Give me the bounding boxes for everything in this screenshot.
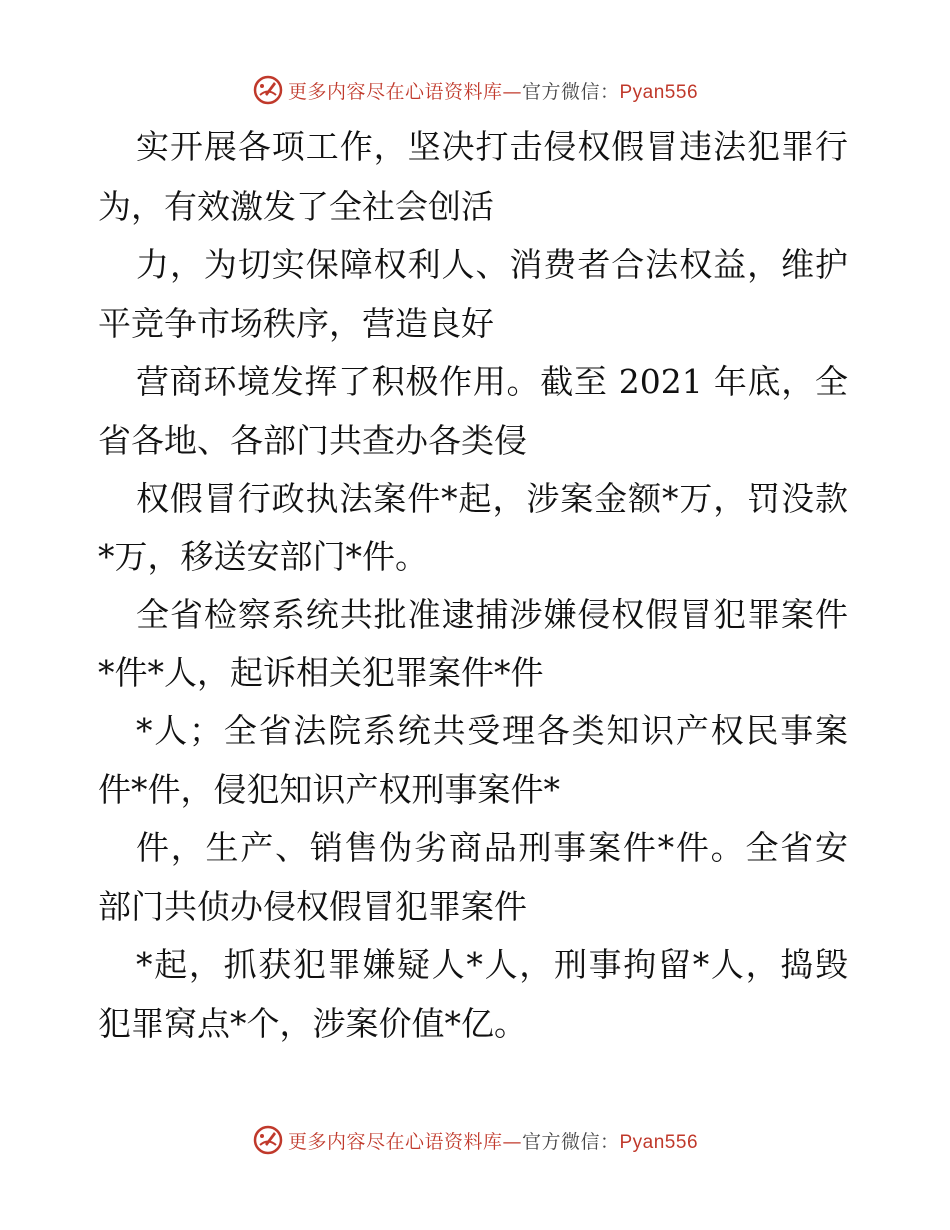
banner-account: Pyan556 <box>619 81 699 103</box>
banner-main-text: 更多内容尽在心语资料库 <box>287 1130 503 1153</box>
paragraph-6-line-1: *人；全省法院系统共受理各类知识产权民事案 <box>136 711 848 750</box>
paragraph-7-line-2: 部门共侦办侵权假冒犯罪案件 <box>98 887 527 926</box>
paragraph-8-line-1: *起，抓获犯罪嫌疑人*人，刑事拘留*人，捣毁 <box>136 945 848 984</box>
footer-banner <box>0 1120 950 1160</box>
paragraph-6-line-2: 件*件，侵犯知识产权刑事案件* <box>98 770 560 809</box>
banner-separator: — <box>502 80 522 103</box>
banner-main-text: 更多内容尽在心语资料库 <box>287 80 503 103</box>
book-pen-logo-icon <box>252 74 284 106</box>
paragraph-1-line-1: 实开展各项工作，坚决打击侵权假冒违法犯罪行 <box>136 127 848 166</box>
paragraph-8-line-2: 犯罪窝点*个，涉案价值*亿。 <box>98 1004 527 1043</box>
paragraph-3-line-2: 省各地、各部门共查办各类侵 <box>98 421 527 460</box>
book-pen-logo-icon <box>252 1124 284 1156</box>
banner-separator: — <box>502 1130 522 1153</box>
banner-account: Pyan556 <box>619 1131 699 1153</box>
paragraph-2-line-2: 平竞争市场秩序，营造良好 <box>98 304 494 343</box>
paragraph-1-line-2: 为，有效激发了全社会创活 <box>98 187 494 226</box>
header-banner <box>0 70 950 110</box>
paragraph-7-line-1: 件，生产、销售伪劣商品刑事案件*件。全省安 <box>136 828 848 867</box>
paragraph-2-line-1: 力，为切实保障权利人、消费者合法权益，维护 <box>136 245 848 284</box>
paragraph-4-line-2: *万，移送安部门*件。 <box>98 537 428 576</box>
paragraph-5-line-1: 全省检察系统共批准逮捕涉嫌侵权假冒犯罪案件 <box>136 595 848 634</box>
banner-sub-text: 官方微信： <box>521 80 620 103</box>
paragraph-5-line-2: *件*人，起诉相关犯罪案件*件 <box>98 653 544 692</box>
banner-sub-text: 官方微信： <box>521 1130 620 1153</box>
paragraph-3-line-1: 营商环境发挥了积极作用。截至 2021 年底，全 <box>136 362 848 401</box>
paragraph-4-line-1: 权假冒行政执法案件*起，涉案金额*万，罚没款 <box>136 479 848 518</box>
